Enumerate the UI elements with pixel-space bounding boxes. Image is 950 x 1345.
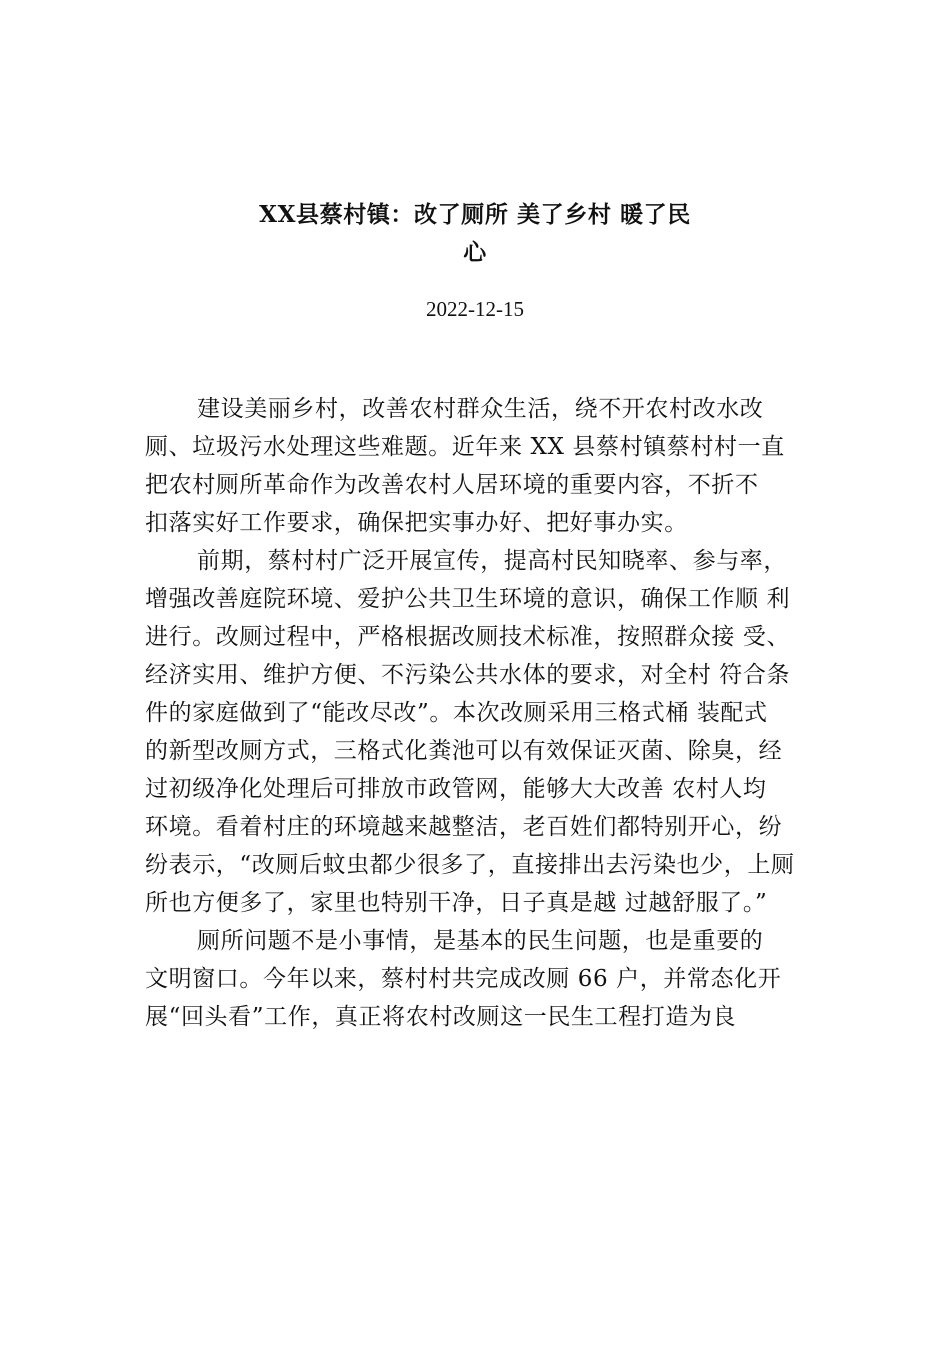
text-line: 文明窗口。今年以来，蔡村村共完成改厕 66 户，并常态化开 — [145, 966, 782, 992]
text-line: 过初级净化处理后可排放市政管网，能够大大改善 农村人均 — [145, 776, 767, 802]
text-line: 环境。看着村庄的环境越来越整洁，老百姓们都特别开心，纷 — [145, 814, 783, 840]
text-line: 前期，蔡村村广泛开展宣传，提高村民知晓率、参与率， — [197, 548, 787, 574]
paragraph-2 — [145, 542, 825, 922]
paragraph-1 — [145, 390, 825, 542]
text-line: 所也方便多了，家里也特别干净，日子真是越 过越舒服了。” — [145, 890, 768, 916]
title-line: XX县蔡村镇：改了厕所 美了乡村 暖了民 — [259, 201, 691, 228]
text-line: 扣落实好工作要求，确保把实事办好、把好事办实。 — [145, 510, 688, 536]
text-line: 厕所问题不是小事情，是基本的民生问题，也是重要的 — [197, 928, 764, 954]
text-line: 纷表示，“改厕后蚊虫都少很多了，直接排出去污染也少，上厕 — [145, 852, 795, 878]
title-line: 心 — [463, 239, 487, 266]
text-line: 建设美丽乡村，改善农村群众生活，绕不开农村改水改 — [197, 396, 764, 422]
text-line: 的新型改厕方式，三格式化粪池可以有效保证灭菌、除臭，经 — [145, 738, 783, 764]
article-title — [150, 196, 800, 272]
text-line: 厕、垃圾污水处理这些难题。近年来 XX 县蔡村镇蔡村村一直 — [145, 434, 785, 460]
text-line: 件的家庭做到了“能改尽改”。本次改厕采用三格式桶 装配式 — [145, 700, 768, 726]
text-line: 展“回头看”工作，真正将农村改厕这一民生工程打造为良 — [145, 1004, 737, 1030]
text-line: 增强改善庭院环境、爱护公共卫生环境的意识，确保工作顺 利 — [145, 586, 791, 612]
text-line: 进行。改厕过程中，严格根据改厕技术标准，按照群众接 受、 — [145, 624, 791, 650]
text-line: 把农村厕所革命作为改善农村人居环境的重要内容，不折不 — [145, 472, 759, 498]
text-line: 经济实用、维护方便、不污染公共水体的要求，对全村 符合条 — [145, 662, 791, 688]
article-date: 2022-12-15 — [426, 297, 524, 321]
article-body — [145, 390, 825, 1036]
paragraph-3 — [145, 922, 825, 1036]
